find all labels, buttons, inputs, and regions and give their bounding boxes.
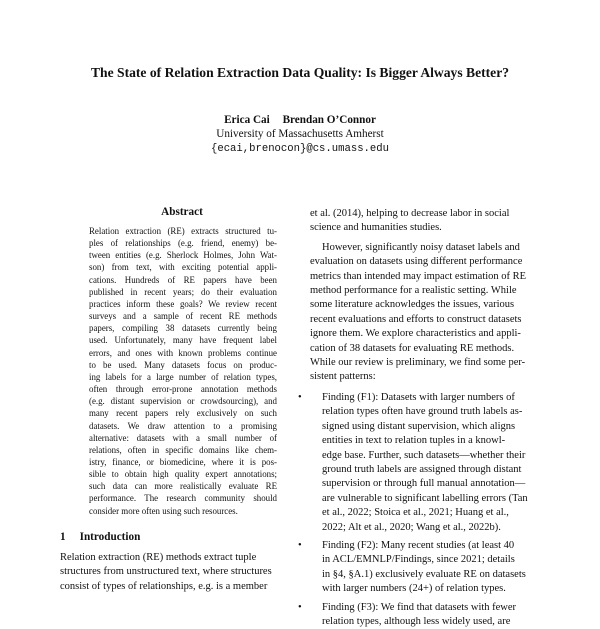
text-line: ground truth labels are assigned through distant bbox=[322, 463, 522, 475]
text-line: son) from text, with exciting potential appli- bbox=[89, 262, 277, 273]
text-line: often through error-prone annotation methods bbox=[89, 384, 277, 395]
text-line: surveys and a sample of recent RE methods bbox=[89, 311, 277, 322]
text-line: (e.g. distant supervision or crowdsourcing), and bbox=[89, 396, 277, 407]
text-line: science and humanities studies. bbox=[310, 222, 442, 234]
finding-f2 bbox=[298, 539, 554, 597]
author-email: {ecai,brenocon}@cs.umass.edu bbox=[210, 143, 389, 155]
bullet-icon: • bbox=[298, 539, 302, 551]
text-line: used. Unfortunately, many have frequent label bbox=[89, 335, 277, 346]
text-line: published in recent years; do their evaluation bbox=[89, 286, 277, 297]
author-list bbox=[0, 114, 600, 126]
text-line: Relation extraction (RE) extracts structured tu- bbox=[89, 226, 277, 236]
bullet-icon: • bbox=[298, 391, 302, 403]
text-line: relation types often have ground truth labels as- bbox=[322, 406, 523, 418]
text-line: consider more often using such resources. bbox=[89, 505, 238, 516]
text-line: datasets. We draw attention to a promising bbox=[89, 420, 277, 431]
right-column bbox=[298, 207, 554, 629]
text-line: Finding (F2): Many recent studies (at least 40 bbox=[322, 539, 515, 551]
text-line: Relation extraction (RE) methods extract tuple bbox=[60, 552, 257, 563]
text-line: sible to obtain high quality expert annotations; bbox=[89, 469, 277, 480]
text-line: et al. (2014), helping to decrease labor in social bbox=[310, 208, 510, 219]
finding-f3 bbox=[298, 601, 554, 629]
text-line: ples of relationships (e.g. friend, enemy) be- bbox=[89, 238, 277, 249]
section-number: 1 bbox=[60, 531, 66, 543]
paper-title: The State of Relation Extraction Data Quality: Is Bigger Always Better? bbox=[90, 65, 510, 80]
text-line: sistent patterns: bbox=[310, 371, 376, 383]
author-name: Erica Cai bbox=[224, 114, 270, 126]
text-line: cation of 38 datasets for evaluating RE methods. bbox=[310, 342, 515, 354]
text-line: Finding (F1): Datasets with larger numbers of bbox=[322, 391, 515, 403]
affiliation: University of Massachusetts Amherst bbox=[216, 128, 384, 140]
text-line: papers, compiling 38 datasets currently being bbox=[89, 323, 277, 334]
text-line: recent evaluations and efforts to construct datasets bbox=[310, 313, 522, 325]
text-line: method performance for a realistic setting. While bbox=[310, 285, 517, 297]
abstract-body bbox=[89, 225, 277, 517]
text-line: in §4, §A.1) exclusively evaluate RE on datasets bbox=[322, 568, 526, 580]
text-line: While our review is preliminary, we find some per- bbox=[310, 357, 526, 369]
text-line: structures from unstructured text, where structures bbox=[60, 566, 272, 578]
bullet-icon: • bbox=[298, 601, 302, 613]
section-heading-introduction bbox=[60, 531, 140, 543]
text-line: evaluation on datasets using different performance bbox=[310, 256, 523, 268]
text-line: to be used. Many datasets focus on produc- bbox=[89, 359, 277, 370]
text-line: ing labels for a large number of relation types, bbox=[89, 371, 277, 382]
text-line: consist of types of relationships, e.g. is a member bbox=[60, 580, 268, 592]
text-line: errors, and ones with known problems continue bbox=[89, 347, 277, 358]
section-title: Introduction bbox=[79, 531, 141, 543]
text-line: metrics than intended may impact estimation of RE bbox=[310, 270, 527, 282]
text-line: some literature acknowledges the issues, various bbox=[310, 299, 515, 311]
text-line: supervision or through full manual annotation— bbox=[322, 478, 526, 490]
text-line: 2022; Alt et al., 2020; Wang et al., 2022b). bbox=[322, 521, 501, 533]
finding-f1 bbox=[298, 391, 554, 535]
text-line: edge base. Further, such datasets—whether their bbox=[322, 449, 526, 461]
text-line: relations, often in specific domains like chem- bbox=[89, 444, 277, 455]
text-line: entities in text to relation tuples in a knowl- bbox=[322, 435, 506, 447]
text-line: in ACL/EMNLP/Findings, since 2021; details bbox=[322, 554, 515, 566]
text-line: are vulnerable to significant labelling errors (Tan bbox=[322, 492, 528, 504]
text-line: However, significantly noisy dataset labels and bbox=[322, 241, 520, 253]
text-line: such data can more realistically evaluate RE bbox=[89, 481, 277, 492]
text-line: ignore them. We explore characteristics and appli- bbox=[310, 328, 521, 340]
paragraph-however bbox=[310, 241, 554, 385]
text-line: cations. Hundreds of RE papers have been bbox=[89, 274, 277, 285]
text-line: practices inform these goals? We review recent bbox=[89, 298, 277, 309]
text-line: signed using distant supervision, which aligns bbox=[322, 420, 516, 432]
paragraph-continued bbox=[310, 207, 554, 236]
text-line: performance. The research community should bbox=[89, 493, 277, 504]
text-line: Finding (F3): We find that datasets with fewer bbox=[322, 601, 517, 613]
abstract-heading: Abstract bbox=[161, 206, 203, 218]
text-line: alternative: datasets with a small number of bbox=[89, 432, 277, 443]
text-line: many recent papers rely exclusively on such bbox=[89, 408, 277, 419]
text-line: with larger numbers (24+) of relation types. bbox=[322, 583, 506, 595]
author-name: Brendan O’Connor bbox=[282, 114, 376, 126]
text-line: tween entities (e.g. Sherlock Holmes, John Wat- bbox=[89, 250, 277, 261]
text-line: istry, finance, or biomedicine, where it is pos- bbox=[89, 456, 277, 467]
text-line: relation types, although less widely used, are bbox=[322, 615, 511, 627]
text-line: et al., 2022; Stoica et al., 2021; Huang et al., bbox=[322, 507, 509, 519]
introduction-body bbox=[60, 551, 304, 594]
